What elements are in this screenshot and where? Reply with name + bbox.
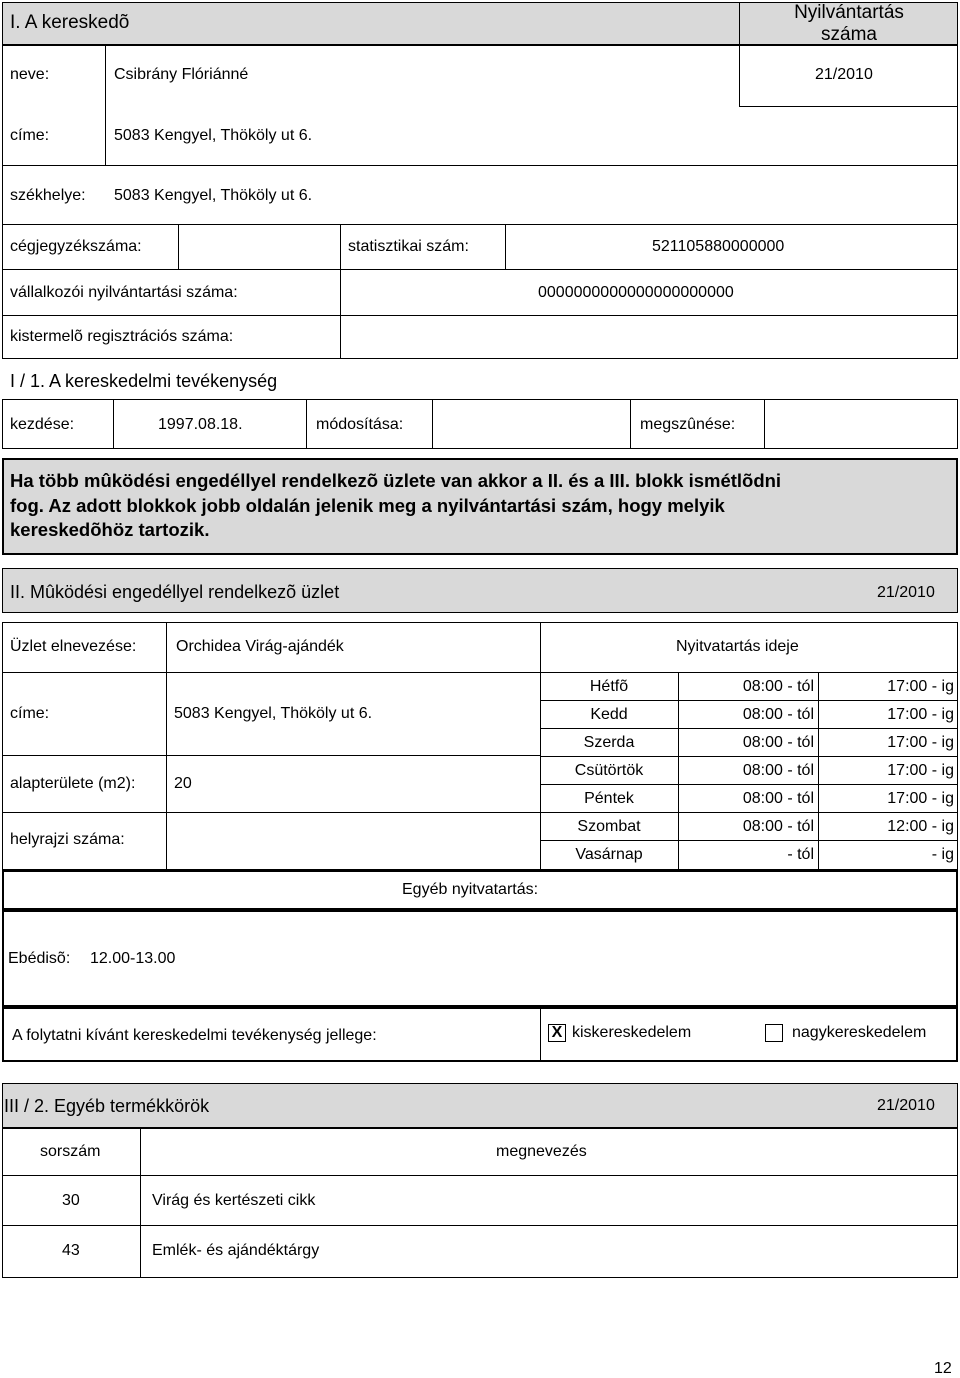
start-label: kezdése:: [10, 416, 75, 433]
divider: [105, 45, 106, 165]
hours-to: - ig: [931, 846, 954, 863]
divider: [739, 106, 958, 107]
name-label: neve:: [10, 66, 50, 83]
modified-label: módosítása:: [316, 416, 404, 433]
divider: [2, 812, 540, 813]
hours-to: 17:00 - ig: [887, 678, 954, 695]
other-hours-label: Egyéb nyitvatartás:: [402, 881, 539, 898]
opening-hours-label: Nyitvatartás ideje: [676, 638, 799, 655]
reg-title-line2: száma: [821, 24, 877, 45]
day-label: Hétfõ: [589, 678, 629, 695]
shop-reg-number: 21/2010: [877, 584, 935, 601]
hours-from: - tól: [787, 846, 814, 863]
name-value: Csibrány Flóriánné: [114, 66, 249, 83]
divider: [113, 399, 114, 449]
products-table: [2, 1128, 958, 1278]
hours-from: 08:00 - tól: [742, 818, 814, 835]
divider: [2, 224, 958, 225]
end-label: megszûnése:: [640, 416, 736, 433]
reg-title-line1: Nyilvántartás: [794, 2, 904, 23]
divider: [166, 672, 167, 870]
retail-checkbox[interactable]: X: [548, 1024, 566, 1042]
divider: [2, 165, 958, 166]
shop-name-label: Üzlet elnevezése:: [10, 638, 137, 655]
hours-to: 17:00 - ig: [887, 762, 954, 779]
seat-value: 5083 Kengyel, Thököly ut 6.: [114, 187, 313, 204]
divider: [340, 224, 341, 359]
activity-type-label: A folytatni kívánt kereskedelmi tevékenység jellege:: [12, 1027, 377, 1044]
day-label: Szerda: [583, 734, 635, 751]
reg-number-value: 21/2010: [815, 66, 873, 83]
lunch-value: 12.00-13.00: [90, 950, 176, 967]
entrepreneur-value: 0000000000000000000000: [538, 284, 734, 301]
product-name: Virág és kertészeti cikk: [152, 1192, 316, 1209]
divider: [540, 840, 958, 841]
activity-title: I / 1. A kereskedelmi tevékenység: [10, 371, 278, 391]
divider: [2, 1175, 958, 1176]
hours-from: 08:00 - tól: [742, 762, 814, 779]
wholesale-checkbox[interactable]: [765, 1024, 783, 1042]
stat-value: 521105880000000: [652, 238, 785, 255]
divider: [630, 399, 631, 449]
hours-from: 08:00 - tól: [742, 734, 814, 751]
seat-label: székhelye:: [10, 187, 86, 204]
divider: [540, 812, 958, 813]
plot-label: helyrajzi száma:: [10, 831, 125, 848]
products-title: III / 2. Egyéb termékkörök: [4, 1096, 210, 1116]
divider: [540, 700, 958, 701]
day-label: Vasárnap: [575, 846, 643, 863]
hours-from: 08:00 - tól: [742, 678, 814, 695]
day-label: Szombat: [577, 818, 641, 835]
divider: [166, 622, 167, 672]
wholesale-label: nagykereskedelem: [792, 1024, 927, 1041]
lunch-label: Ebédisõ:: [8, 950, 71, 967]
divider: [178, 224, 179, 269]
area-value: 20: [174, 775, 192, 792]
divider: [2, 315, 958, 316]
col-header-number: sorszám: [40, 1143, 101, 1160]
divider: [540, 784, 958, 785]
hours-to: 17:00 - ig: [887, 734, 954, 751]
producer-label: kistermelõ regisztrációs száma:: [10, 328, 234, 345]
product-number: 30: [62, 1192, 80, 1209]
divider: [540, 756, 958, 757]
activity-dates-row: [2, 399, 958, 449]
col-header-name: megnevezés: [496, 1143, 587, 1160]
day-label: Péntek: [584, 790, 634, 807]
divider: [505, 224, 506, 269]
divider: [2, 269, 958, 270]
divider: [432, 399, 433, 449]
area-label: alapterülete (m2):: [10, 775, 136, 792]
shop-address-label: címe:: [10, 705, 50, 722]
merchant-section-title: I. A kereskedõ: [10, 12, 130, 33]
hours-to: 12:00 - ig: [887, 818, 954, 835]
shop-title: II. Mûködési engedéllyel rendelkezõ üzlet: [10, 582, 340, 602]
address-label: címe:: [10, 127, 50, 144]
hours-from: 08:00 - tól: [742, 706, 814, 723]
shop-info-block: [2, 622, 958, 870]
day-label: Csütörtök: [574, 762, 644, 779]
divider: [540, 1007, 541, 1062]
product-name: Emlék- és ajándéktárgy: [152, 1242, 320, 1259]
products-reg-number: 21/2010: [877, 1097, 935, 1114]
divider: [140, 1128, 141, 1278]
divider: [764, 399, 765, 449]
hours-to: 17:00 - ig: [887, 790, 954, 807]
company-reg-label: cégjegyzékszáma:: [10, 238, 142, 255]
hours-to: 17:00 - ig: [887, 706, 954, 723]
stat-label: statisztikai szám:: [348, 238, 469, 255]
day-label: Kedd: [590, 706, 628, 723]
divider: [540, 728, 958, 729]
start-value: 1997.08.18.: [158, 416, 243, 433]
notice-line2: fog. Az adott blokkok jobb oldalán jelenik meg a nyilvántartási szám, hogy melyik: [10, 495, 725, 516]
divider: [2, 672, 958, 673]
address-value: 5083 Kengyel, Thököly ut 6.: [114, 127, 313, 144]
entrepreneur-label: vállalkozói nyilvántartási száma:: [10, 284, 238, 301]
divider: [2, 1225, 958, 1226]
shop-name-value: Orchidea Virág-ajándék: [176, 638, 344, 655]
notice-line1: Ha több mûködési engedéllyel rendelkezõ üzlete van akkor a II. és a III. blokk ismétlõdni: [10, 470, 782, 491]
product-number: 43: [62, 1242, 80, 1259]
page-number: 12: [934, 1360, 952, 1377]
notice-line3: kereskedõhöz tartozik.: [10, 519, 210, 540]
shop-address-value: 5083 Kengyel, Thököly ut 6.: [174, 705, 373, 722]
retail-label: kiskereskedelem: [572, 1024, 692, 1041]
hours-from: 08:00 - tól: [742, 790, 814, 807]
divider: [2, 755, 540, 756]
divider: [306, 399, 307, 449]
